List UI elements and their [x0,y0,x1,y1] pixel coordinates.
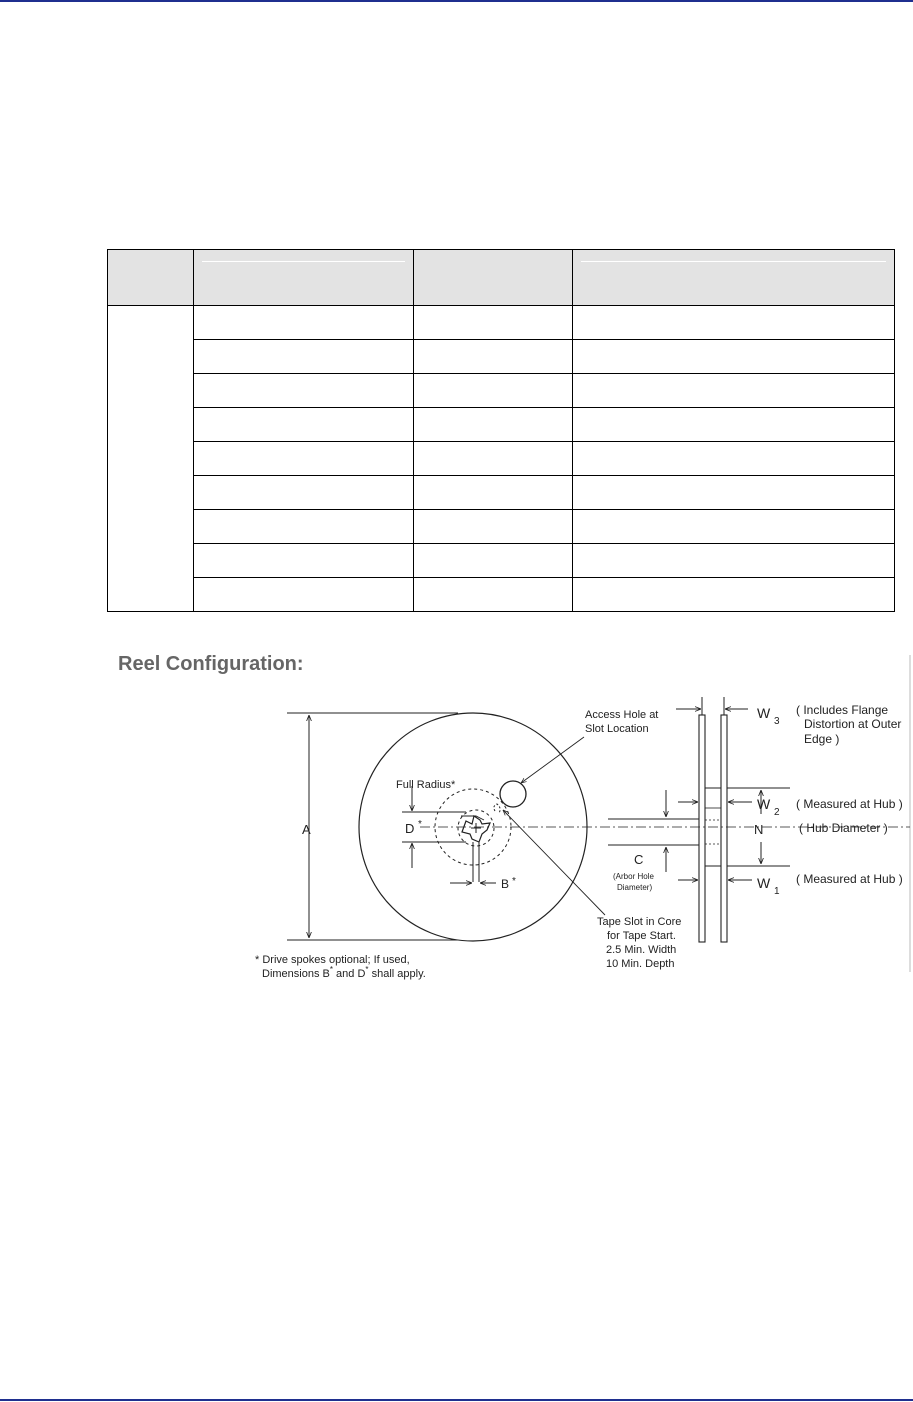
tape-slot-label-3: 2.5 Min. Width [606,944,677,956]
w1-subscript: 1 [774,886,780,897]
dim-d-star: * [418,819,422,830]
bottom-rule [0,1399,913,1401]
w1-note: ( Measured at Hub ) [796,872,903,886]
full-radius-leader [461,816,484,820]
dim-d-label: D [405,821,415,836]
footnote-star-2: * [365,965,369,974]
footnote-part-3: shall apply. [368,968,426,980]
tape-slot-leader [503,810,605,915]
w1-label: W [757,875,771,891]
w2-subscript: 2 [774,807,780,818]
center-cross [471,823,481,833]
dim-b-label: B [501,877,510,891]
dim-b-star: * [512,876,516,887]
spoke-stem [473,842,479,882]
tape-slot-label-2: for Tape Start. [607,930,676,942]
footnote-star-1: * [329,965,333,974]
access-hole [500,781,526,807]
tape-slot-label-1: Tape Slot in Core [597,916,682,928]
flange-left [699,715,705,942]
w2-note: ( Measured at Hub ) [796,797,903,811]
footnote-part-1: Dimensions B [262,968,330,980]
access-hole-label-1: Access Hole at [585,709,659,721]
full-radius-label: Full Radius* [396,779,456,791]
tape-slot [494,804,500,813]
section-title: Reel Configuration: [118,653,304,675]
footnote-line-1: * Drive spokes optional; If used, [255,954,410,966]
w3-note-2: Distortion at Outer [804,717,902,731]
dim-n-label: N [754,822,764,837]
footnote-line-2 [262,965,426,980]
access-hole-label-2: Slot Location [585,723,649,735]
arbor-label-2: Diameter) [617,883,653,892]
w2-label: W [757,796,771,812]
w3-note-1: ( Includes Flange [796,703,889,717]
tape-slot-label-4: 10 Min. Depth [606,958,675,970]
n-note: ( Hub Diameter ) [799,821,888,835]
arbor-label-1: (Arbor Hole [613,872,654,881]
w3-label: W [757,705,771,721]
dim-c-label: C [634,852,644,867]
dim-a-label: A [302,822,311,837]
footnote-part-2: and D [332,968,366,980]
flange-right [721,715,727,942]
w3-subscript: 3 [774,716,780,727]
w3-note-3: Edge ) [804,732,840,746]
